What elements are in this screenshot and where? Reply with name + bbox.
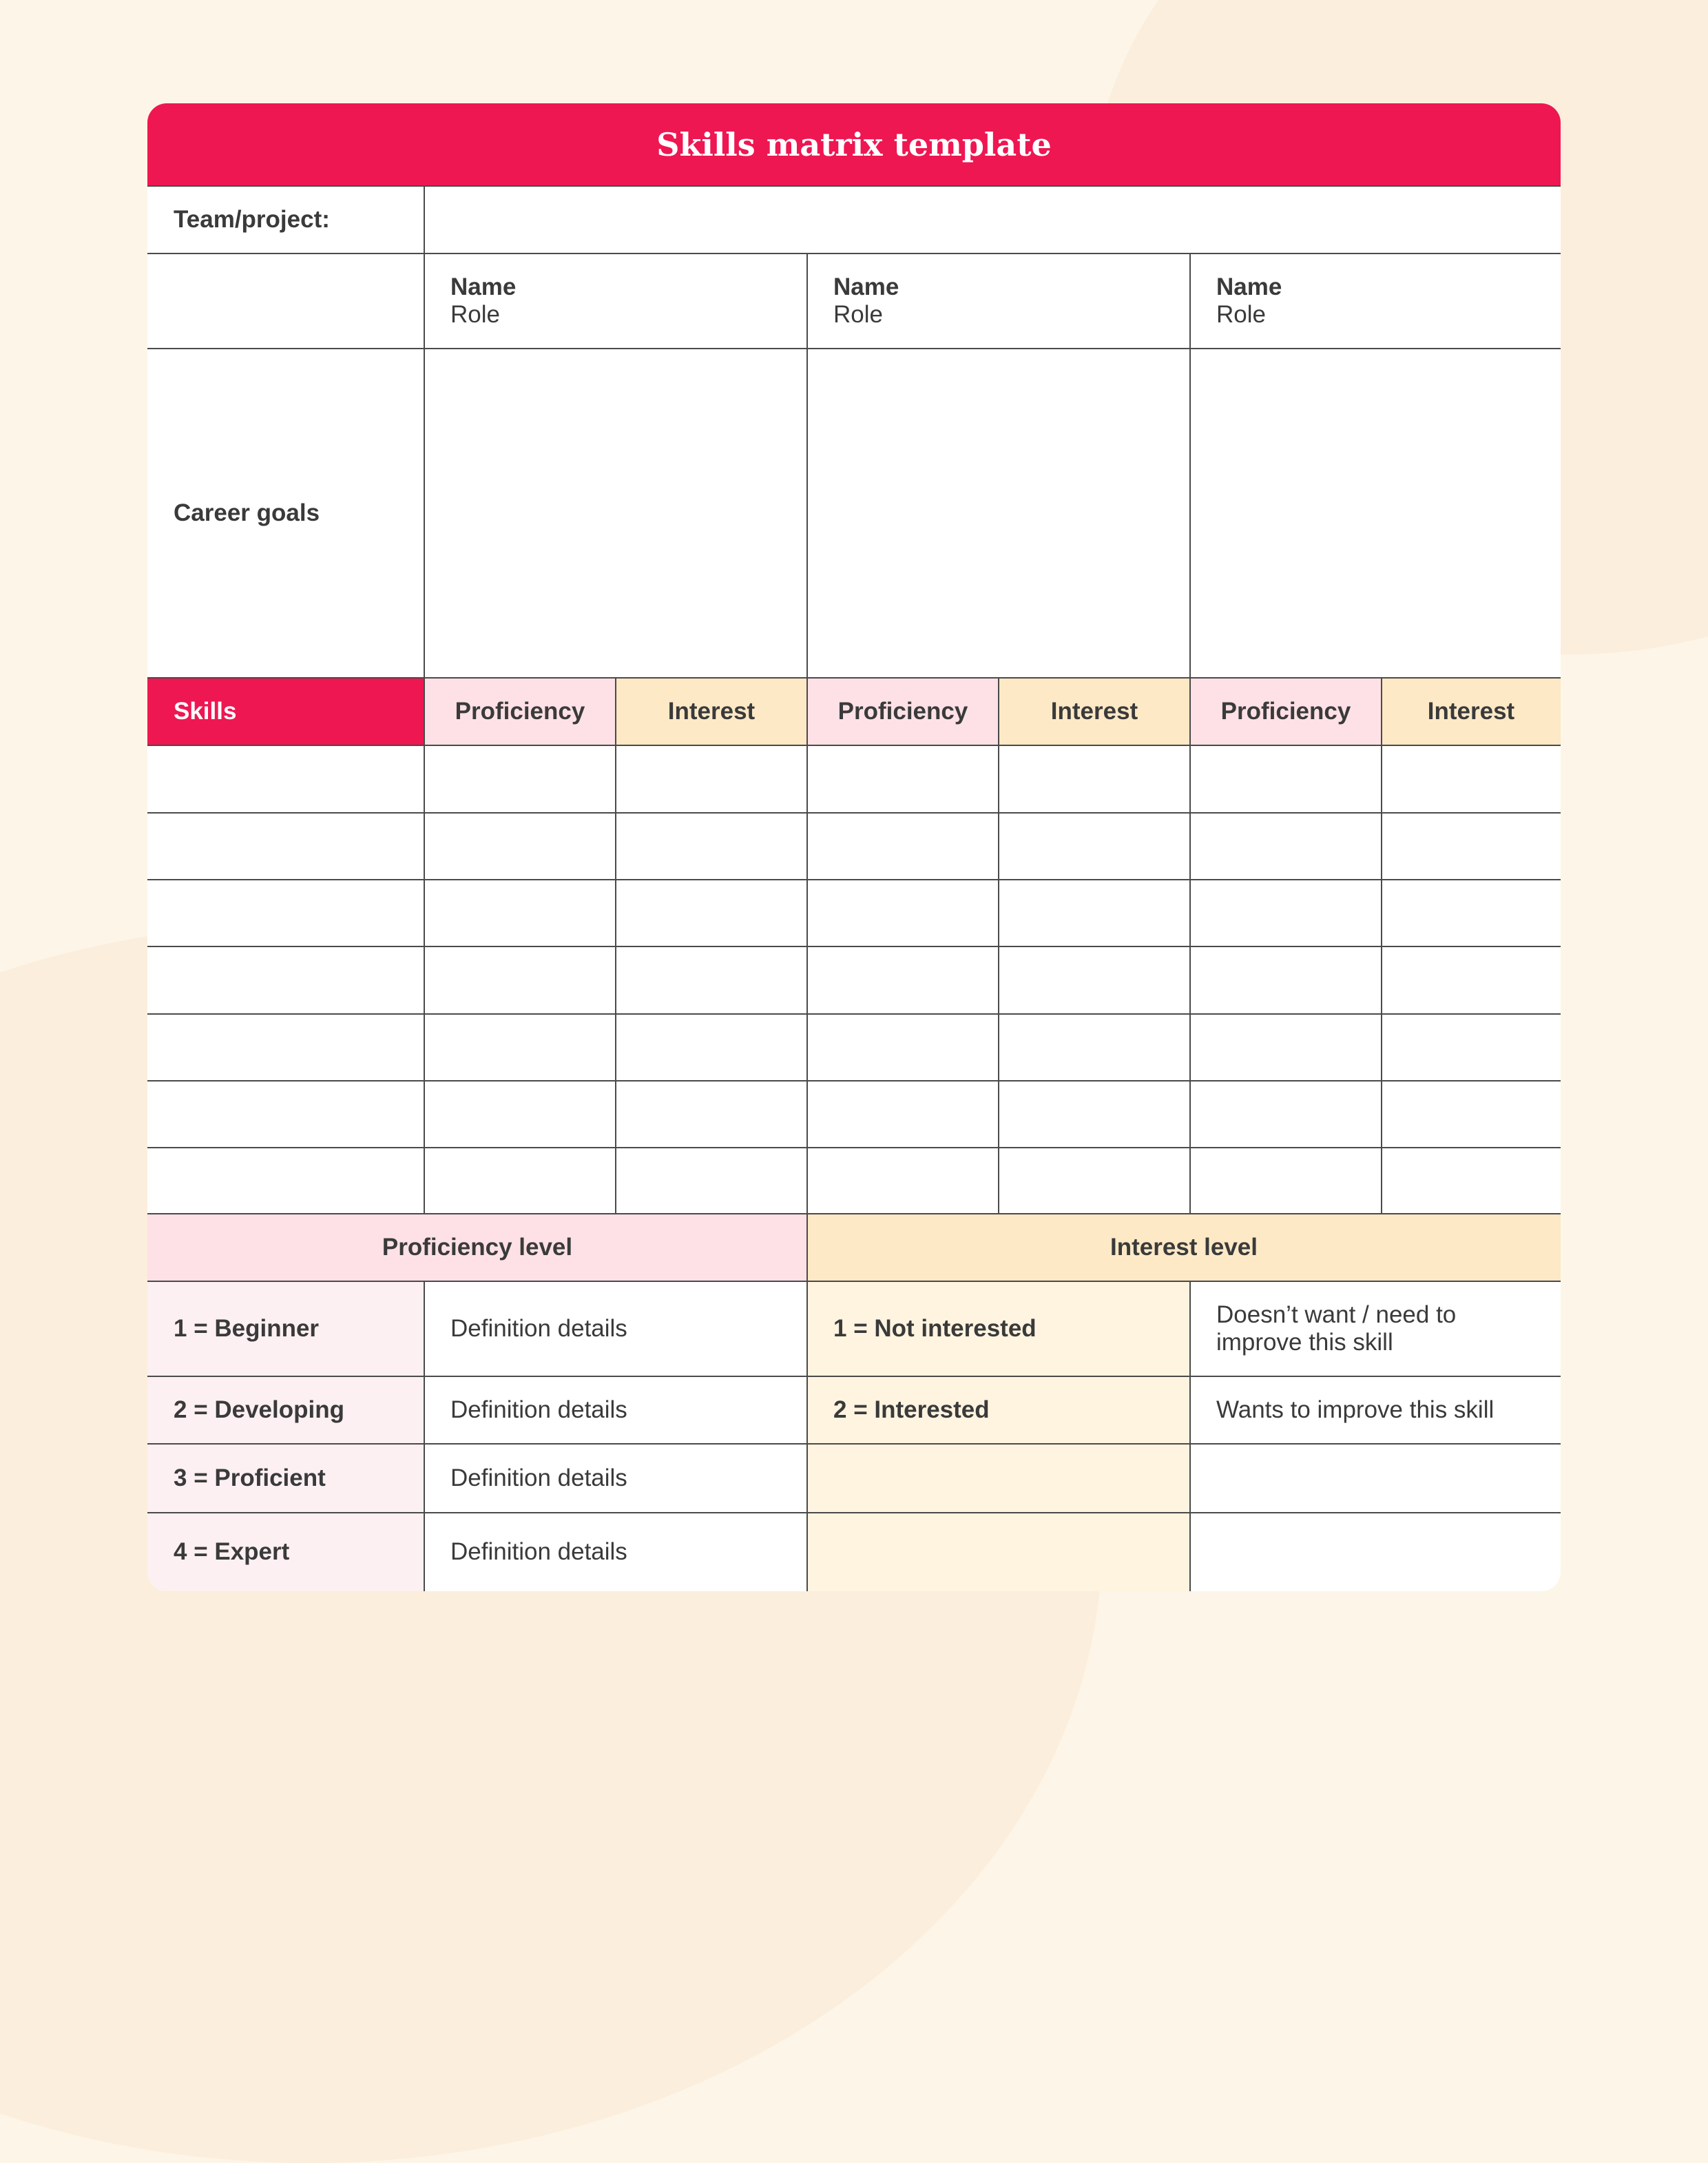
- grid-line: [147, 1013, 1561, 1015]
- interest-cell[interactable]: [1382, 1148, 1561, 1214]
- career-goals-cell[interactable]: [807, 349, 1190, 678]
- proficiency-cell[interactable]: [807, 1014, 999, 1081]
- interest-level-label-empty[interactable]: [807, 1513, 1190, 1591]
- career-goals-cell[interactable]: [424, 349, 807, 678]
- grid-line: [147, 1281, 1561, 1282]
- grid-line: [424, 1281, 425, 1591]
- blank-corner: [147, 253, 424, 349]
- title-bar: [147, 103, 1561, 186]
- grid-line: [147, 946, 1561, 947]
- interest-level-label: 2 = Interested: [807, 1376, 1190, 1444]
- proficiency-cell[interactable]: [807, 813, 999, 880]
- proficiency-cell[interactable]: [807, 1081, 999, 1148]
- person-name: Name: [1216, 273, 1282, 300]
- proficiency-cell[interactable]: [807, 745, 999, 813]
- interest-cell[interactable]: [999, 946, 1190, 1014]
- grid-line: [806, 253, 808, 1214]
- skill-name-cell[interactable]: [147, 813, 424, 880]
- grid-line: [1189, 1281, 1191, 1591]
- grid-line: [147, 879, 1561, 880]
- interest-level-definition: Doesn’t want / need to improve this skill: [1216, 1301, 1457, 1356]
- grid-line: [424, 186, 425, 253]
- proficiency-cell[interactable]: [1190, 1081, 1382, 1148]
- person-3-header[interactable]: [1190, 253, 1561, 349]
- interest-cell[interactable]: [616, 946, 807, 1014]
- grid-line: [147, 348, 1561, 349]
- page-title: Skills matrix template: [656, 126, 1052, 163]
- interest-cell[interactable]: [999, 1014, 1190, 1081]
- proficiency-cell[interactable]: [1190, 745, 1382, 813]
- proficiency-cell[interactable]: [1190, 813, 1382, 880]
- interest-cell[interactable]: [616, 745, 807, 813]
- proficiency-level-label: 4 = Expert: [147, 1513, 424, 1591]
- grid-line: [147, 677, 1561, 679]
- proficiency-header: Proficiency: [424, 678, 616, 745]
- grid-line: [147, 1376, 1561, 1377]
- grid-line: [998, 678, 999, 1214]
- grid-line: [806, 1214, 808, 1591]
- grid-line: [1189, 253, 1191, 1214]
- interest-cell[interactable]: [1382, 1081, 1561, 1148]
- career-goals-label: Career goals: [174, 499, 320, 526]
- interest-level-label-empty[interactable]: [807, 1444, 1190, 1513]
- grid-line: [615, 678, 616, 1214]
- proficiency-cell[interactable]: [807, 946, 999, 1014]
- person-name: Name: [833, 273, 899, 300]
- person-name: Name: [450, 273, 517, 300]
- interest-cell[interactable]: [616, 880, 807, 946]
- interest-level-definition: Wants to improve this skill: [1216, 1396, 1494, 1423]
- skill-name-cell[interactable]: [147, 745, 424, 813]
- proficiency-level-label: 3 = Proficient: [147, 1444, 424, 1513]
- person-role: Role: [1216, 301, 1266, 328]
- proficiency-cell[interactable]: [1190, 880, 1382, 946]
- proficiency-cell[interactable]: [1190, 1148, 1382, 1214]
- interest-cell[interactable]: [1382, 813, 1561, 880]
- interest-cell[interactable]: [999, 745, 1190, 813]
- proficiency-level-definition: Definition details: [450, 1396, 627, 1423]
- grid-line: [147, 1512, 1561, 1513]
- interest-header: Interest: [616, 678, 807, 745]
- proficiency-level-label: 1 = Beginner: [147, 1281, 424, 1376]
- proficiency-header: Proficiency: [807, 678, 999, 745]
- interest-cell[interactable]: [999, 1148, 1190, 1214]
- interest-cell[interactable]: [999, 1081, 1190, 1148]
- skill-name-cell[interactable]: [147, 880, 424, 946]
- grid-line: [147, 812, 1561, 814]
- skill-name-cell[interactable]: [147, 1081, 424, 1148]
- interest-cell[interactable]: [999, 880, 1190, 946]
- proficiency-header: Proficiency: [1190, 678, 1382, 745]
- person-2-header[interactable]: [807, 253, 1190, 349]
- proficiency-cell[interactable]: [807, 1148, 999, 1214]
- interest-cell[interactable]: [1382, 745, 1561, 813]
- skills-matrix-card: [147, 103, 1561, 1591]
- proficiency-cell[interactable]: [807, 880, 999, 946]
- grid-line: [147, 1147, 1561, 1148]
- grid-line: [147, 1213, 1561, 1214]
- proficiency-cell[interactable]: [424, 946, 616, 1014]
- proficiency-cell[interactable]: [424, 745, 616, 813]
- interest-level-definition-empty[interactable]: [1190, 1513, 1561, 1591]
- interest-cell[interactable]: [616, 1081, 807, 1148]
- interest-cell[interactable]: [1382, 880, 1561, 946]
- team-input[interactable]: [424, 186, 1561, 253]
- interest-header: Interest: [999, 678, 1190, 745]
- person-1-header[interactable]: [424, 253, 807, 349]
- skill-name-cell[interactable]: [147, 1148, 424, 1214]
- interest-cell[interactable]: [1382, 946, 1561, 1014]
- grid-line: [147, 745, 1561, 746]
- career-goals-cell[interactable]: [1190, 349, 1561, 678]
- interest-cell[interactable]: [616, 813, 807, 880]
- grid-line: [147, 1443, 1561, 1445]
- interest-cell[interactable]: [616, 1148, 807, 1214]
- proficiency-level-title: Proficiency level: [147, 1214, 807, 1281]
- person-role: Role: [833, 301, 883, 328]
- proficiency-cell[interactable]: [424, 813, 616, 880]
- proficiency-cell[interactable]: [424, 1081, 616, 1148]
- interest-cell[interactable]: [1382, 1014, 1561, 1081]
- skills-header: Skills: [147, 678, 424, 745]
- proficiency-cell[interactable]: [424, 880, 616, 946]
- interest-header: Interest: [1382, 678, 1561, 745]
- proficiency-cell[interactable]: [1190, 946, 1382, 1014]
- proficiency-level-definition: Definition details: [450, 1315, 627, 1342]
- grid-line: [147, 253, 1561, 254]
- interest-level-label: 1 = Not interested: [807, 1281, 1190, 1376]
- team-label: Team/project:: [174, 206, 330, 233]
- interest-level-definition-empty[interactable]: [1190, 1444, 1561, 1513]
- proficiency-cell[interactable]: [424, 1148, 616, 1214]
- proficiency-level-label: 2 = Developing: [147, 1376, 424, 1444]
- proficiency-level-definition: Definition details: [450, 1538, 627, 1565]
- proficiency-cell[interactable]: [1190, 1014, 1382, 1081]
- interest-cell[interactable]: [616, 1014, 807, 1081]
- grid-line: [424, 253, 425, 1214]
- proficiency-level-definition: Definition details: [450, 1465, 627, 1491]
- proficiency-cell[interactable]: [424, 1014, 616, 1081]
- interest-cell[interactable]: [999, 813, 1190, 880]
- skill-name-cell[interactable]: [147, 1014, 424, 1081]
- grid-line: [147, 1080, 1561, 1082]
- skill-name-cell[interactable]: [147, 946, 424, 1014]
- interest-level-title: Interest level: [807, 1214, 1561, 1281]
- grid-line: [1381, 678, 1382, 1214]
- grid-line: [147, 185, 1561, 187]
- person-role: Role: [450, 301, 500, 328]
